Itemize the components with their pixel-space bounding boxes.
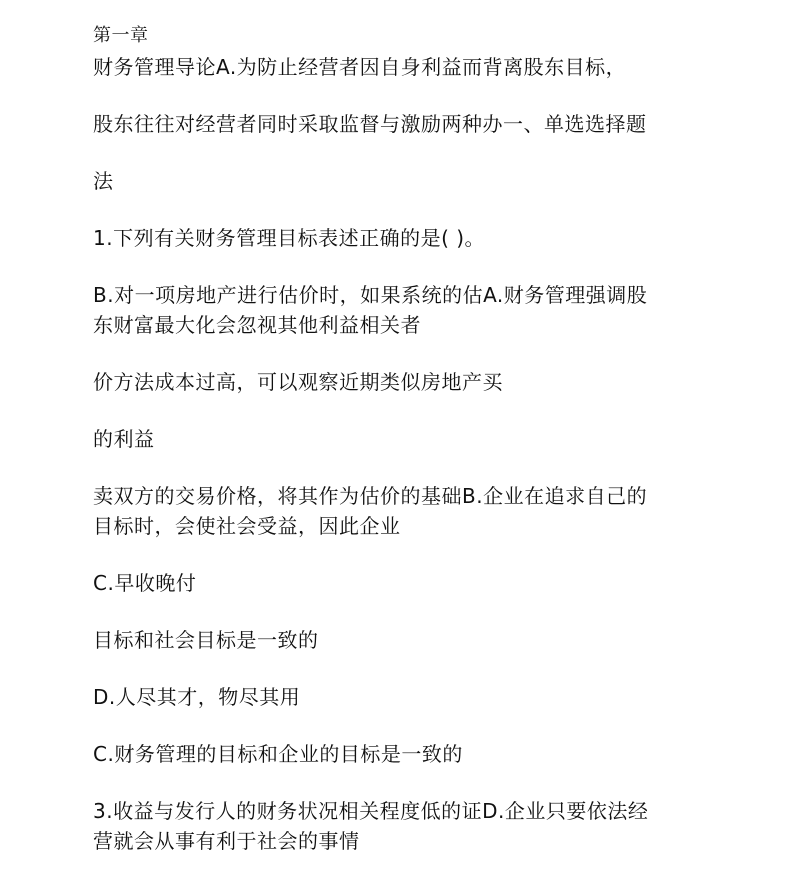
option-line: C.早收晚付: [93, 571, 197, 595]
option-line: C.财务管理的目标和企业的目标是一致的: [93, 742, 463, 766]
question-line: 1.下列有关财务管理目标表述正确的是( )。: [93, 226, 486, 250]
text-line: 价方法成本过高，可以观察近期类似房地产买: [93, 370, 503, 394]
text-line: 营就会从事有利于社会的事情: [93, 829, 360, 853]
text-line: 的利益: [93, 427, 155, 451]
text-line: 法: [93, 169, 114, 193]
text-line: B.对一项房地产进行估价时，如果系统的估A.财务管理强调股: [93, 283, 648, 307]
text-line: 东财富最大化会忽视其他利益相关者: [93, 313, 421, 337]
text-line: 卖双方的交易价格，将其作为估价的基础B.企业在追求自己的: [93, 484, 648, 508]
text-line: 股东往往对经营者同时采取监督与激励两种办一、单选选择题: [93, 112, 647, 136]
document-page: [93, 22, 773, 856]
text-line: 财务管理导论A.为防止经营者因自身利益而背离股东目标，: [93, 55, 627, 79]
option-line: D.人尽其才，物尽其用: [93, 685, 301, 709]
question-line: 3.收益与发行人的财务状况相关程度低的证D.企业只要依法经: [93, 799, 649, 823]
text-line: 目标时，会使社会受益，因此企业: [93, 514, 401, 538]
chapter-heading: 第一章: [93, 25, 149, 46]
text-line: 目标和社会目标是一致的: [93, 628, 319, 652]
